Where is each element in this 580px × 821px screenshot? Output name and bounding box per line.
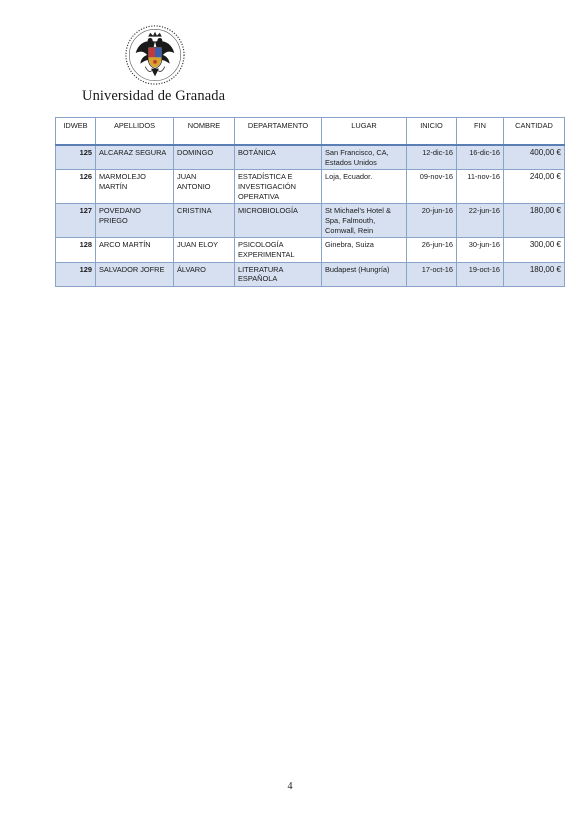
cell-cantidad: 240,00 € [504, 170, 565, 204]
university-logo [82, 24, 227, 105]
table-row [56, 170, 565, 204]
column-header-nombre: NOMBRE [174, 118, 235, 146]
cell-cantidad: 180,00 € [504, 204, 565, 238]
cell-departamento: LITERATURA ESPAÑOLA [235, 262, 322, 286]
cell-cantidad: 400,00 € [504, 145, 565, 170]
column-header-idweb: IDWEB [56, 118, 96, 146]
cell-cantidad: 300,00 € [504, 238, 565, 262]
cell-inicio: 17-oct-16 [407, 262, 457, 286]
cell-apellidos: SALVADOR JOFRE [96, 262, 174, 286]
column-header-inicio: INICIO [407, 118, 457, 146]
cell-apellidos: POVEDANO PRIEGO [96, 204, 174, 238]
cell-lugar: Budapest (Hungría) [322, 262, 407, 286]
cell-departamento: ESTADÍSTICA E INVESTIGACIÓN OPERATIVA [235, 170, 322, 204]
column-header-apellidos: APELLIDOS [96, 118, 174, 146]
cell-apellidos: ARCO MARTÍN [96, 238, 174, 262]
institution-name: Universidad de Granada [82, 88, 226, 104]
cell-nombre: CRISTINA [174, 204, 235, 238]
table-row [56, 204, 565, 238]
cell-inicio: 20-jun-16 [407, 204, 457, 238]
cell-lugar: St Michael's Hotel & Spa, Falmouth, Cornwall, Rein [322, 204, 407, 238]
cell-lugar: Loja, Ecuador. [322, 170, 407, 204]
table-row [56, 145, 565, 170]
cell-fin: 11-nov-16 [457, 170, 504, 204]
cell-cantidad: 180,00 € [504, 262, 565, 286]
column-header-departamento: DEPARTAMENTO [235, 118, 322, 146]
column-header-cantidad: CANTIDAD [504, 118, 565, 146]
cell-fin: 30-jun-16 [457, 238, 504, 262]
cell-lugar: San Francisco, CA, Estados Unidos [322, 145, 407, 170]
column-header-fin: FIN [457, 118, 504, 146]
cell-idweb: 126 [56, 170, 96, 204]
cell-fin: 16-dic-16 [457, 145, 504, 170]
cell-departamento: MICROBIOLOGÍA [235, 204, 322, 238]
cell-nombre: JUAN ELOY [174, 238, 235, 262]
cell-departamento: PSICOLOGÍA EXPERIMENTAL [235, 238, 322, 262]
cell-idweb: 125 [56, 145, 96, 170]
cell-apellidos: ALCARAZ SEGURA [96, 145, 174, 170]
column-header-lugar: LUGAR [322, 118, 407, 146]
travel-grants-table [55, 117, 565, 287]
cell-nombre: DOMINGO [174, 145, 235, 170]
cell-nombre: ÁLVARO [174, 262, 235, 286]
cell-apellidos: MARMOLEJO MARTÍN [96, 170, 174, 204]
cell-inicio: 26-jun-16 [407, 238, 457, 262]
page-number: 4 [287, 781, 293, 792]
table-header-row [56, 118, 565, 146]
cell-fin: 19-oct-16 [457, 262, 504, 286]
cell-fin: 22-jun-16 [457, 204, 504, 238]
table-row [56, 262, 565, 286]
cell-idweb: 127 [56, 204, 96, 238]
cell-lugar: Ginebra, Suiza [322, 238, 407, 262]
table-row [56, 238, 565, 262]
cell-inicio: 12-dic-16 [407, 145, 457, 170]
cell-idweb: 128 [56, 238, 96, 262]
cell-departamento: BOTÁNICA [235, 145, 322, 170]
coat-of-arms-icon [124, 24, 186, 86]
cell-nombre: JUAN ANTONIO [174, 170, 235, 204]
cell-idweb: 129 [56, 262, 96, 286]
cell-inicio: 09-nov-16 [407, 170, 457, 204]
